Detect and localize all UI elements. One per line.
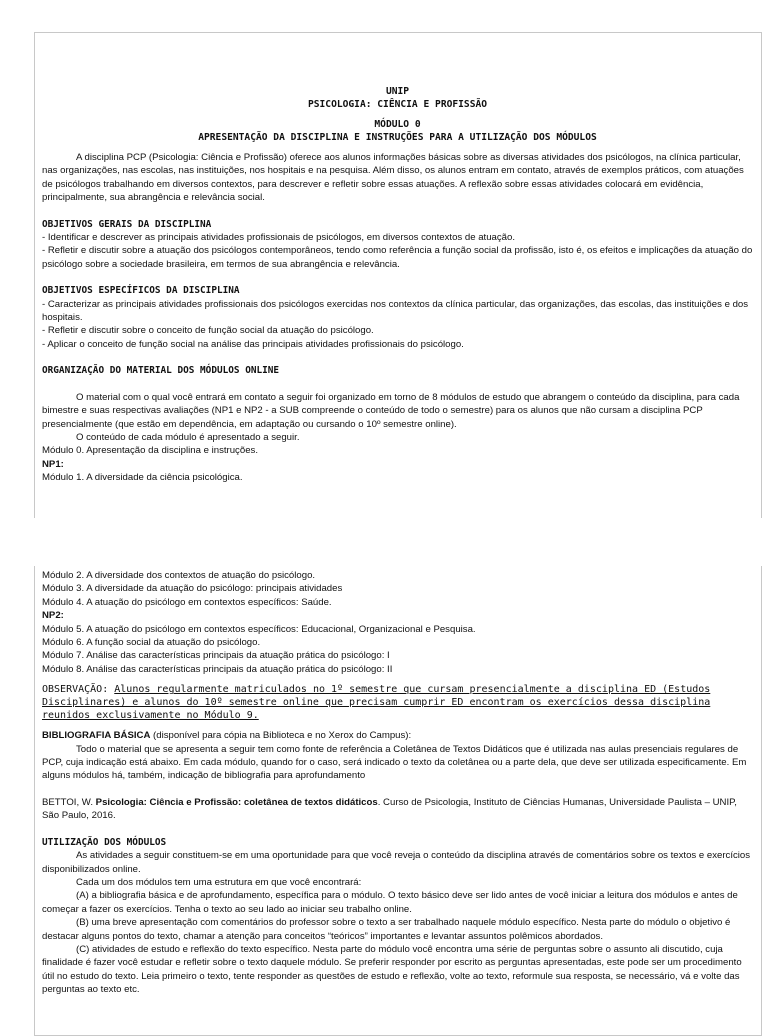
document-page-2 <box>34 566 762 1036</box>
header-subtitle: APRESENTAÇÃO DA DISCIPLINA E INSTRUÇÕES PARA A UTILIZAÇÃO DOS MÓDULOS <box>198 132 597 143</box>
bibliografia-paragraph: Todo o material que se apresenta a seguir tem como fonte de referência a Coletânea de Textos Didáticos que é utilizada nas aulas presenciais regulares de PCP, cuja indicação está abaixo. Em cada módulo, quando for o caso, será indicado o texto da coletânea ou a parte dela, que deve ser utilizada especificamente. Em alguns módulos há, também, indicação de bibliografia para aprofundamento <box>42 743 747 782</box>
module-item: Módulo 3. A diversidade da atuação do psicólogo: principais atividades <box>42 583 343 595</box>
section-title-especificos: OBJETIVOS ESPECÍFICOS DA DISCIPLINA <box>42 285 240 297</box>
especificos-item: - Aplicar o conceito de função social na análise das principais atividades profissionais do psicólogo. <box>42 338 464 350</box>
intro-paragraph: A disciplina PCP (Psicologia: Ciência e Profissão) oferece aos alunos informações básicas sobre as diversas atividades dos psicólogos, na clínica particular, nas organizações, nas escolas, nas instituições, nos hospitais e na pesquisa. Além disso, os alunos entram em contato, através de exemplos práticos, com atuações de psicólogos trabalhando em diversos contextos, para descrever e refletir sobre essas atuações. A reflexão sobre essas atividades colocará em evidência, principalmente, sua abrangência e relevância social. <box>42 152 744 204</box>
bibliografia-note: (disponível para cópia na Biblioteca e no Xerox do Campus): <box>153 730 412 742</box>
page-gap <box>0 518 768 566</box>
utilizacao-item-c: (C) atividades de estudo e reflexão do texto específico. Nesta parte do módulo você encontra uma série de perguntas sobre o assunto ali discutido, cuja finalidade é fazer você estudar e refletir sobre o texto daquele módulo. Se preferir responder por escrito as perguntas apresentadas, este pode ser um procedimento útil no estudo do texto. Leia primeiro o texto, tente responder as questões de estudo e reflexão, volte ao texto, reformule sua resposta, se necessário, vá e volte das perguntas ao texto etc. <box>42 943 742 996</box>
utilizacao-item-a: (A) a bibliografia básica e de aprofundamento, específica para o módulo. O texto básico deve ser lido antes de você iniciar a leitura dos módulos e antes de começar a fazer os exercícios. Tenha o texto ao seu lado ao iniciar seu trabalho online. <box>42 890 738 915</box>
section-title-organizacao: ORGANIZAÇÃO DO MATERIAL DOS MÓDULOS ONLINE <box>42 365 280 377</box>
reference-title: Psicologia: Ciência e Profissão: coletânea de textos didáticos <box>95 796 378 808</box>
organizacao-paragraph: O material com o qual você entrará em contato a seguir foi organizado em torno de 8 módulos de estudo que abrangem o conteúdo da disciplina, para cada bimestre e suas respectivas avaliações (NP1 e NP2 - a SUB compreende o conteúdo de todo o semestre) para os alunos que não cursam a disciplina PCP presencialmente (que estão em dependência, em adaptação ou cursando o 10º semestre online). <box>42 391 740 430</box>
utilizacao-paragraph: As atividades a seguir constituem-se em uma oportunidade para que você reveja o conteúdo da disciplina através de comentários sobre os textos e exercícios disponibilizados online. <box>42 850 751 875</box>
reference-details: . Curso de Psicologia, Instituto de Ciências Humanas, Universidade Paulista – UNIP, São Paulo, 2016. <box>42 796 737 822</box>
np2-label: NP2: <box>42 610 64 622</box>
especificos-item: - Caracterizar as principais atividades profissionais dos psicólogos exercidas nos contextos da clínica particular, das organizações, das escolas, das instituições e dos hospitais. <box>42 298 749 324</box>
module-item: Módulo 5. A atuação do psicólogo em contextos específicos: Educacional, Organizacional e Pesquisa. <box>42 623 476 635</box>
reference-author: BETTOI, W. <box>42 796 93 808</box>
module-item: Módulo 2. A diversidade dos contextos de atuação do psicólogo. <box>42 570 316 581</box>
module-item: Módulo 4. A atuação do psicólogo em contextos específicos: Saúde. <box>42 596 332 608</box>
bibliografia-title: BIBLIOGRAFIA BÁSICA <box>42 730 151 742</box>
observation-note <box>42 683 753 722</box>
header-institution: UNIP <box>385 86 410 97</box>
header-course: PSICOLOGIA: CIÊNCIA E PROFISSÃO <box>307 99 488 110</box>
np1-label: NP1: <box>42 458 64 470</box>
utilizacao-paragraph: Cada um dos módulos tem uma estrutura em que você encontrará: <box>76 876 362 888</box>
observation-text: Alunos regularmente matriculados no 1º semestre que cursam presencialmente a disciplina ED (Estudos Disciplinares) e alunos do 10º semestre online que precisam cumprir ED encontram os exercícios dessa disciplina reunidos exclusivamente no Módulo 9. <box>42 684 711 722</box>
organizacao-paragraph: O conteúdo de cada módulo é apresentado a seguir. <box>76 431 300 443</box>
utilizacao-item-b: (B) uma breve apresentação com comentários do professor sobre o texto a ser trabalhado naquele módulo específico. Nesta parte do módulo o objetivo é destacar alguns pontos do texto, chamar a atenção para conceitos “teóricos” importantes e levantar assuntos polêmicos abordados. <box>42 917 731 942</box>
header-module: MÓDULO 0 <box>374 119 421 130</box>
gerais-item: - Identificar e descrever as principais atividades profissionais de psicólogos, em diversos contextos de atuação. <box>42 232 516 244</box>
module-item: Módulo 7. Análise das características principais da atuação prática do psicólogo: I <box>42 650 390 662</box>
especificos-item: - Refletir e discutir sobre o conceito de função social da atuação do psicólogo. <box>42 325 374 337</box>
bibliografia-reference <box>42 796 753 823</box>
module-item: Módulo 1. A diversidade da ciência psicológica. <box>42 472 243 484</box>
module-item: Módulo 6. A função social da atuação do psicólogo. <box>42 637 261 649</box>
section-title-utilizacao: UTILIZAÇÃO DOS MÓDULOS <box>42 836 167 848</box>
bibliografia-heading <box>42 729 753 742</box>
module-item: Módulo 8. Análise das características principais da atuação prática do psicólogo: II <box>42 663 393 675</box>
gerais-item: - Refletir e discutir sobre a atuação dos psicólogos contemporâneos, tendo como referência a função social da profissão, isto é, os efeitos e implicações da atuação do psicólogo sobre a sociedade brasileira, em termos de sua abrangência e relevância. <box>42 245 753 270</box>
observation-label: OBSERVAÇÃO: <box>42 684 109 696</box>
document-page-1 <box>34 32 762 518</box>
section-title-gerais: OBJETIVOS GERAIS DA DISCIPLINA <box>42 218 212 230</box>
module-item: Módulo 0. Apresentação da disciplina e instruções. <box>42 445 258 457</box>
